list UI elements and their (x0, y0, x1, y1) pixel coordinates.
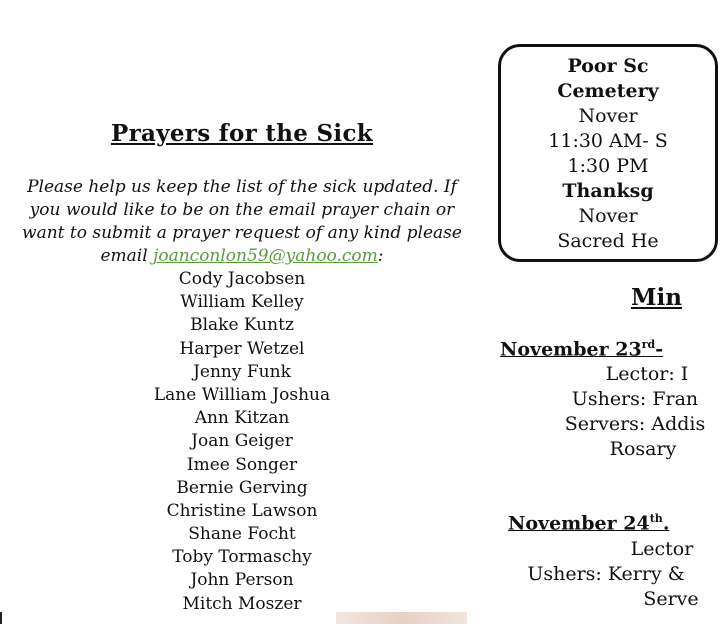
event-line: 11:30 AM- S (548, 130, 668, 152)
schedule-line: Rosary (609, 438, 677, 460)
schedule-block (506, 537, 706, 612)
sick-name: Toby Tormaschy (172, 547, 312, 568)
event-line: Nover (578, 105, 638, 127)
intro-text: Please help us keep the list of the sick updated. If you would like to be on the email prayer chain or want to submit a prayer request of any kind please email (22, 177, 462, 266)
sick-name: Imee Songer (186, 454, 298, 475)
schedule-line: Servers: Addis (564, 413, 706, 435)
sick-name: Christine Lawson (166, 500, 318, 521)
event-box (498, 44, 718, 262)
event-line: Nover (578, 205, 638, 227)
schedule-line: Lector (630, 538, 694, 560)
sick-name: Joan Geiger (191, 431, 293, 452)
sick-name: Cody Jacobsen (178, 269, 306, 289)
schedule-line: Ushers: Kerry & (527, 563, 685, 585)
event-line: Thanksg (562, 180, 654, 202)
event-line: Cemetery (557, 80, 659, 102)
event-line: Sacred He (557, 230, 659, 252)
schedule-line: Ushers: Fran (571, 388, 699, 410)
sick-name: John Person (190, 570, 294, 591)
sick-name: Shane Focht (188, 524, 296, 545)
photo-image (336, 612, 467, 624)
sick-name: Lane William Joshua (153, 384, 331, 405)
prayers-intro (20, 176, 464, 268)
sick-name: William Kelley (180, 292, 304, 313)
sick-name: Bernie Gerving (176, 477, 308, 498)
schedule-date-heading: November 23rd- (500, 338, 664, 361)
sick-name: Jenny Funk (193, 361, 291, 382)
schedule-line: Serve (643, 588, 699, 610)
intro-suffix: : (377, 246, 384, 266)
sick-name: Harper Wetzel (179, 338, 305, 359)
event-line: Poor Sc (567, 55, 649, 77)
margin-mark (0, 612, 2, 624)
sick-name: Blake Kuntz (190, 315, 294, 336)
email-link[interactable]: joanconlon59@yahoo.com (153, 246, 378, 266)
sick-names-list (0, 268, 484, 616)
schedule-line: Lector: I (605, 363, 689, 385)
schedule-block (520, 362, 720, 462)
prayers-title: Prayers for the Sick (110, 120, 374, 147)
event-line: 1:30 PM (567, 155, 649, 177)
ministry-title: Min (631, 284, 682, 311)
sick-name: Ann Kitzan (194, 408, 290, 429)
schedule-date-heading: November 24th. (508, 512, 670, 535)
sick-name: Mitch Moszer (182, 593, 302, 614)
